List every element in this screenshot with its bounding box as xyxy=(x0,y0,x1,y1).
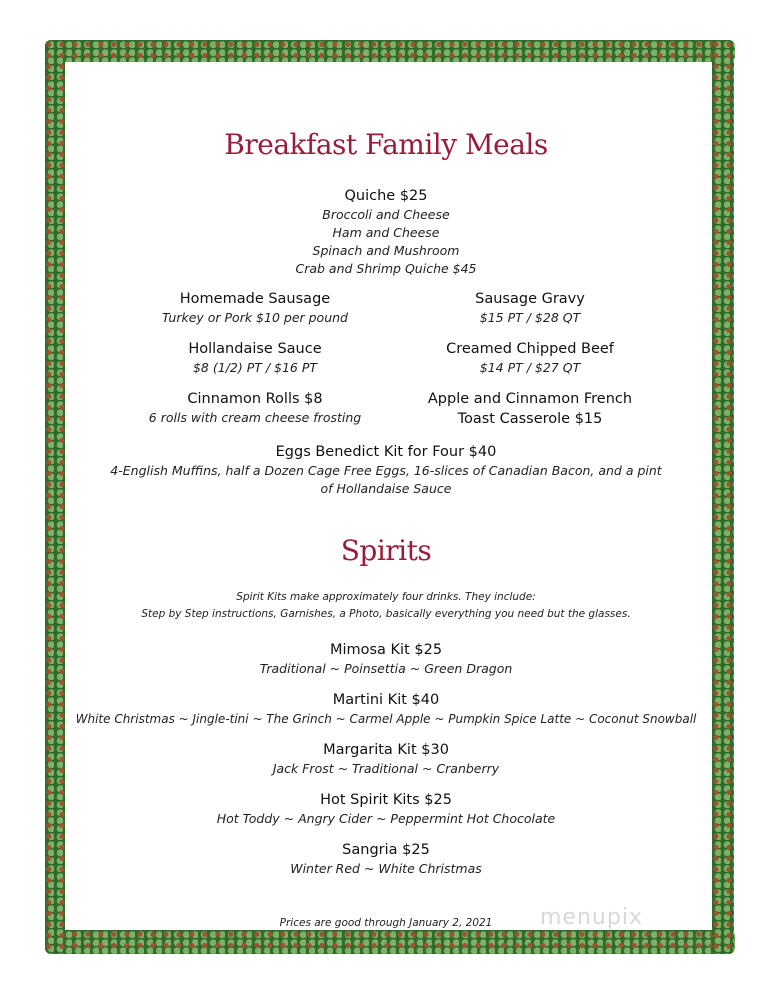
item-desc: Toast Casserole $15 xyxy=(457,411,603,427)
item-name: Creamed Chipped Beef xyxy=(446,341,614,357)
menu-item xyxy=(400,289,660,327)
quiche-name: Quiche $25 xyxy=(344,188,428,204)
item-desc: $8 (1/2) PT / $16 PT xyxy=(192,360,318,375)
spirit-kit xyxy=(0,690,772,728)
menu-item xyxy=(400,389,660,429)
item-name: Eggs Benedict Kit for Four $40 xyxy=(275,444,497,460)
item-name: Hot Spirit Kits $25 xyxy=(320,792,452,808)
item-name: Hollandaise Sauce xyxy=(188,341,322,357)
item-desc: Winter Red ~ White Christmas xyxy=(290,861,482,876)
item-desc: $14 PT / $27 QT xyxy=(479,360,581,375)
item-name: Cinnamon Rolls $8 xyxy=(187,391,323,407)
quiche-option: Broccoli and Cheese xyxy=(322,207,450,222)
item-desc: Jack Frost ~ Traditional ~ Cranberry xyxy=(272,761,500,776)
item-name: Sausage Gravy xyxy=(475,291,585,307)
menu-item xyxy=(400,339,660,377)
spirit-kit xyxy=(0,790,772,828)
item-desc: of Hollandaise Sauce xyxy=(320,481,452,496)
holly-garland-border-top xyxy=(45,40,735,62)
item-desc: Hot Toddy ~ Angry Cider ~ Peppermint Hot Chocolate xyxy=(216,811,556,826)
item-desc: Turkey or Pork $10 per pound xyxy=(162,310,348,325)
intro-line: Spirit Kits make approximately four drinks. They include: xyxy=(236,591,536,603)
item-desc: 6 rolls with cream cheese frosting xyxy=(148,410,362,425)
item-name: Apple and Cinnamon French xyxy=(427,391,633,407)
spirits-intro xyxy=(0,589,772,623)
item-name: Mimosa Kit $25 xyxy=(329,642,443,658)
spirits-title: Spirits xyxy=(340,534,432,567)
prices-footer: Prices are good through January 2, 2021 xyxy=(279,917,493,929)
spirit-kit xyxy=(0,740,772,778)
eggs-benedict-item xyxy=(0,442,772,498)
menu-item xyxy=(120,389,390,427)
holly-garland-border-bottom xyxy=(45,930,735,954)
spirit-kit xyxy=(0,640,772,678)
item-name: Sangria $25 xyxy=(342,842,430,858)
quiche-option: Spinach and Mushroom xyxy=(312,243,460,258)
spirit-kit xyxy=(0,840,772,878)
item-desc: 4-English Muffins, half a Dozen Cage Free Eggs, 16-slices of Canadian Bacon, and a pint xyxy=(110,463,662,478)
item-name: Homemade Sausage xyxy=(179,291,331,307)
menu-item xyxy=(130,289,380,327)
item-desc: $15 PT / $28 QT xyxy=(479,310,581,325)
intro-line: Step by Step instructions, Garnishes, a Photo, basically everything you need but the glasses. xyxy=(141,608,631,620)
menu-item xyxy=(130,339,380,377)
quiche-item xyxy=(0,186,772,278)
breakfast-title: Breakfast Family Meals xyxy=(224,128,548,161)
item-name: Martini Kit $40 xyxy=(332,692,440,708)
quiche-option: Crab and Shrimp Quiche $45 xyxy=(295,261,477,276)
item-desc: White Christmas ~ Jingle-tini ~ The Grinch ~ Carmel Apple ~ Pumpkin Spice Latte ~ Coconut Snowball xyxy=(75,712,697,726)
watermark: menupix xyxy=(540,905,643,930)
quiche-option: Ham and Cheese xyxy=(332,225,440,240)
item-desc: Traditional ~ Poinsettia ~ Green Dragon xyxy=(259,661,513,676)
item-name: Margarita Kit $30 xyxy=(323,742,449,758)
